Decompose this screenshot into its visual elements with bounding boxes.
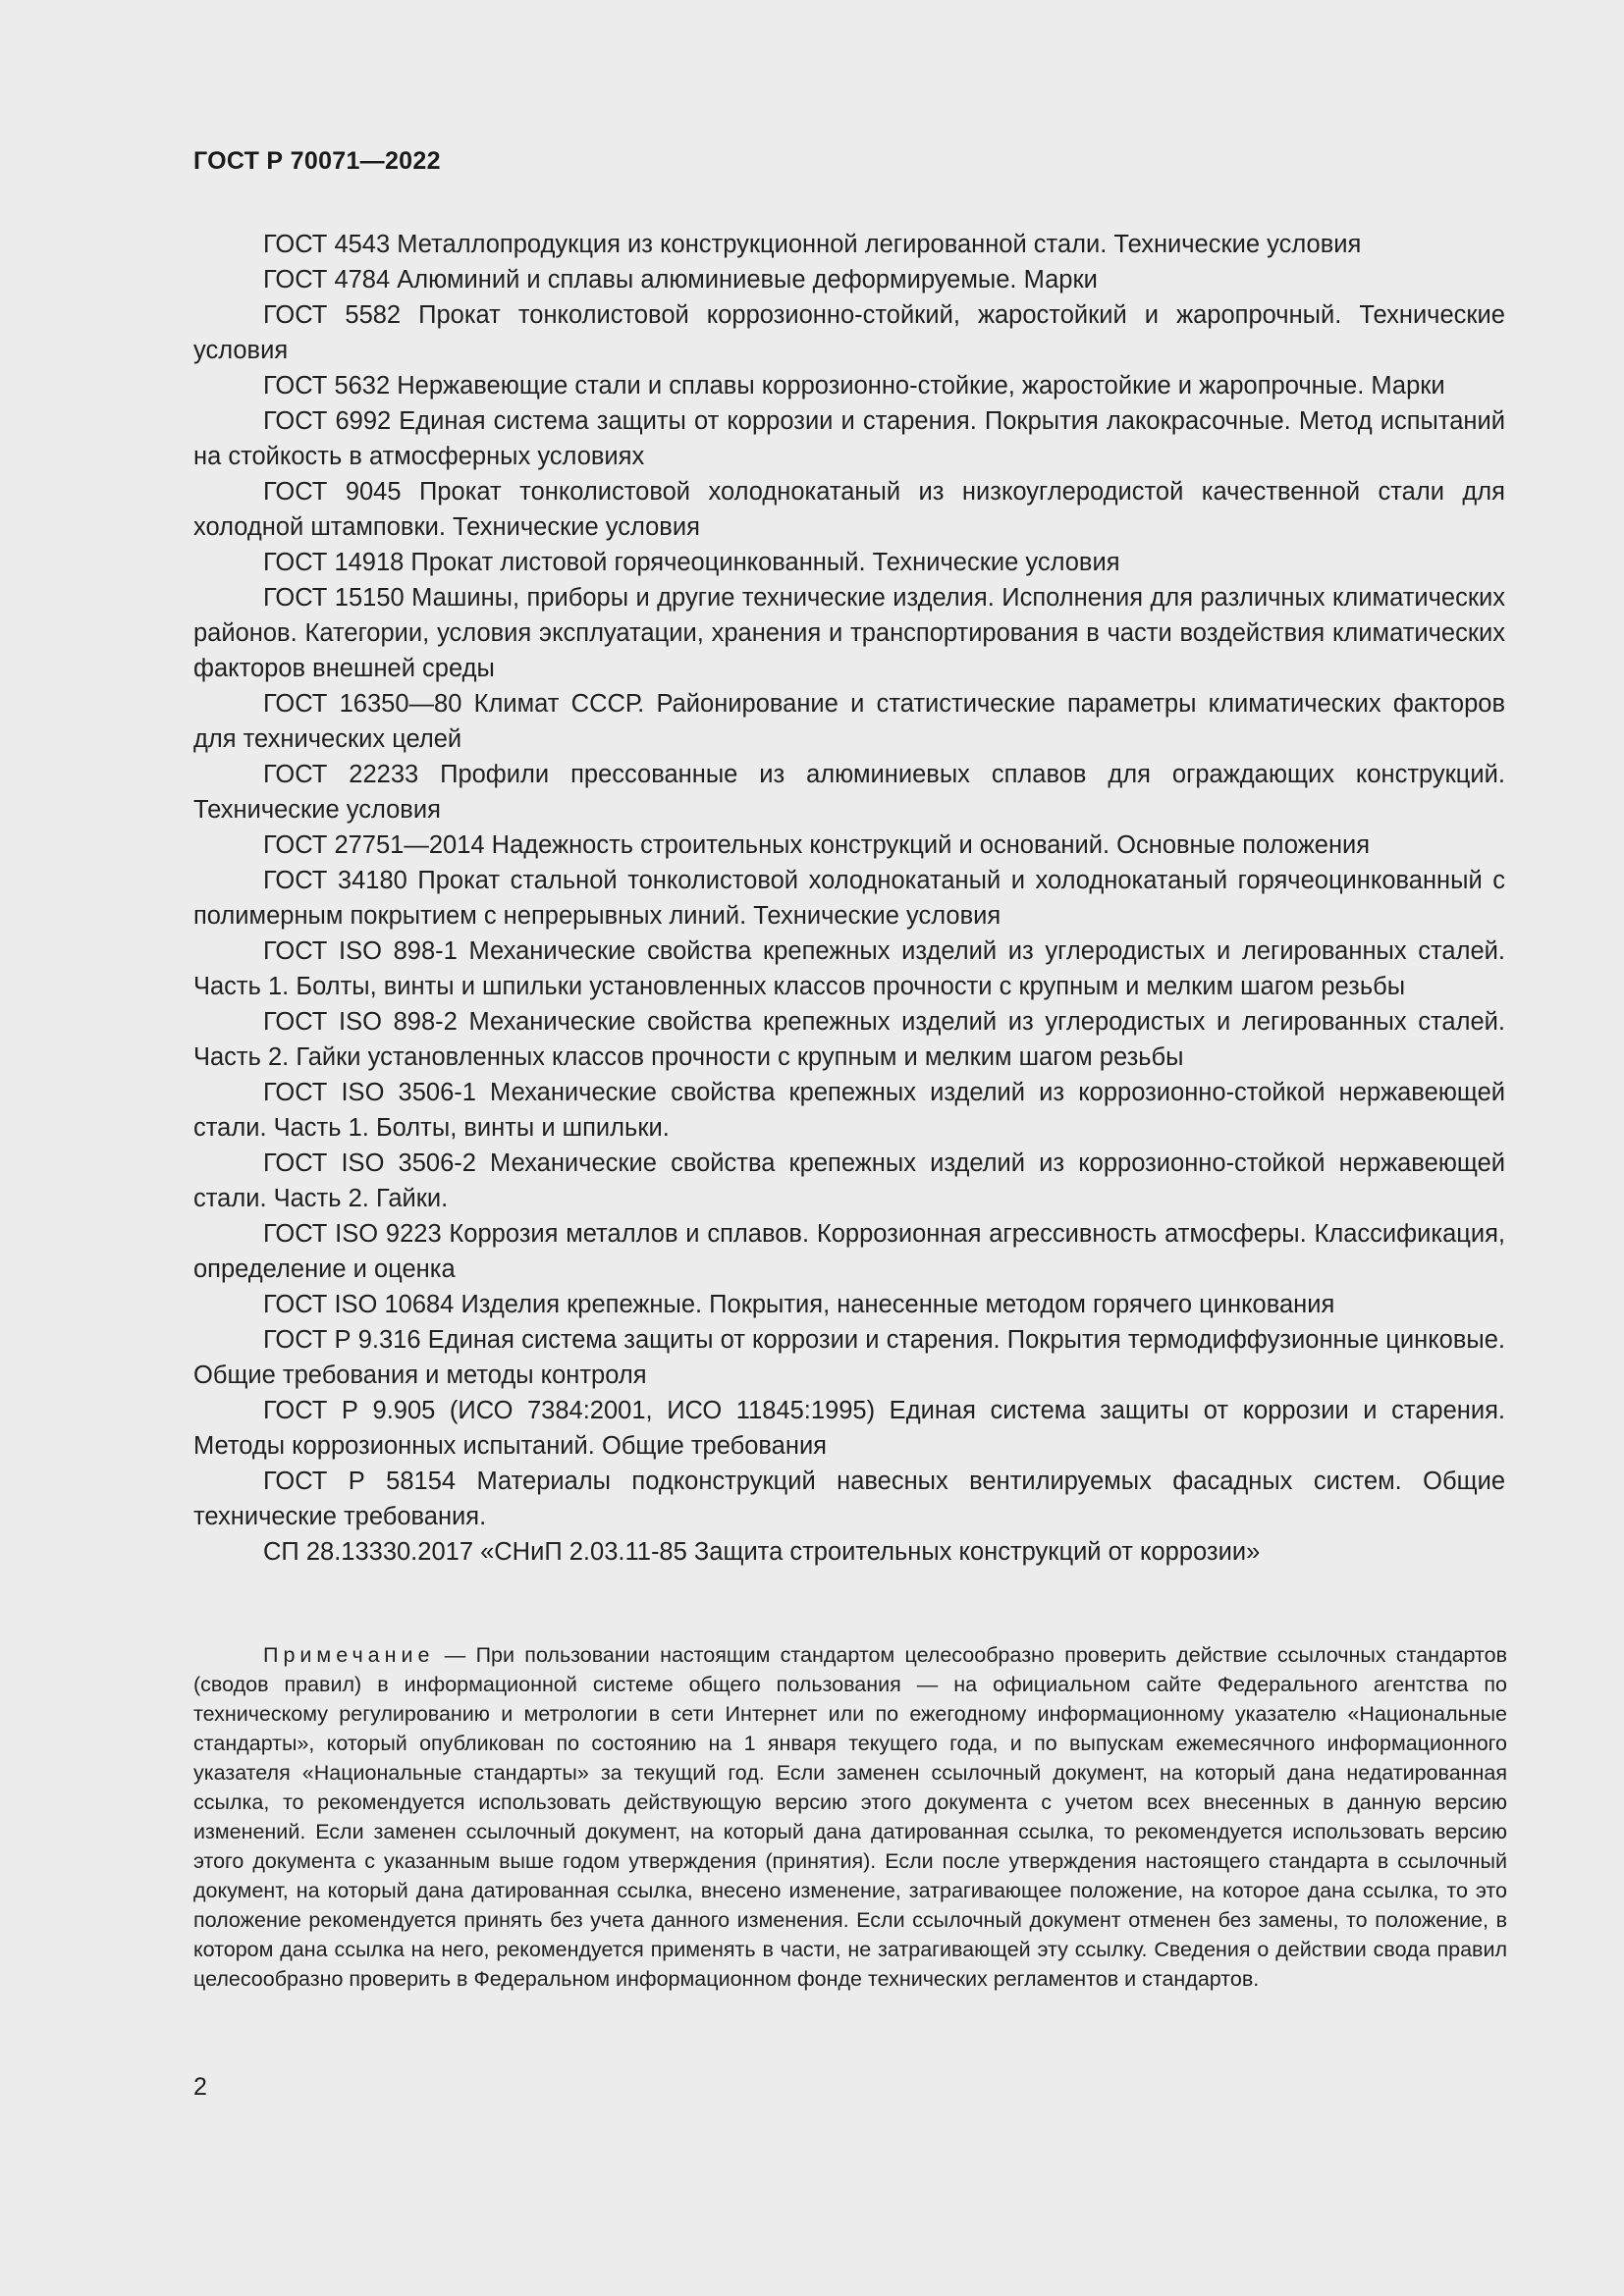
normative-references-list (193, 227, 1505, 1570)
reference-item: ГОСТ Р 9.905 (ИСО 7384:2001, ИСО 11845:1995) Единая система защиты от коррозии и старения. Методы коррозионных испытаний. Общие требования (193, 1397, 1505, 1460)
reference-item: ГОСТ 5582 Прокат тонколистовой коррозионно-стойкий, жаростойкий и жаропрочный. Технические условия (193, 301, 1505, 364)
page-number: 2 (193, 2073, 207, 2101)
reference-item: ГОСТ 22233 Профили прессованные из алюминиевых сплавов для ограждающих конструкций. Технические условия (193, 761, 1505, 824)
reference-item: СП 28.13330.2017 «СНиП 2.03.11-85 Защита строительных конструкций от коррозии» (263, 1538, 1261, 1566)
note-paragraph (193, 1640, 1507, 1994)
reference-item: ГОСТ 9045 Прокат тонколистовой холоднокатаный из низкоуглеродистой качественной стали для холодной штамповки. Технические условия (193, 478, 1505, 541)
reference-item: ГОСТ 5632 Нержавеющие стали и сплавы коррозионно-стойкие, жаростойкие и жаропрочные. Марки (263, 372, 1445, 400)
reference-item: ГОСТ 4543 Металлопродукция из конструкционной легированной стали. Технические условия (263, 231, 1362, 258)
reference-item: ГОСТ 15150 Машины, приборы и другие технические изделия. Исполнения для различных климатических районов. Категории, условия эксплуатации, хранения и транспортирования в части воздействия климатических факторов внешней среды (193, 584, 1505, 682)
note-text: — При пользовании настоящим стандартом целесообразно проверить действие ссылочных стандартов (сводов правил) в информационной системе общего пользования — на официальном сайте Федерального агентства по техническому регулированию и метрологии в сети Интернет или по ежегодному информационному указателю «Национальные стандарты», который опубликован по состоянию на 1 января текущего года, и по выпускам ежемесячного информационного указателя «Национальные стандарты» за текущий год. Если заменен ссылочный документ, на который дана недатированная ссылка, то рекомендуется использовать действующую версию этого документа с учетом всех внесенных в данную версию изменений. Если заменен ссылочный документ, на который дана датированная ссылка, то рекомендуется использовать версию этого документа с указанным выше годом утверждения (принятия). Если после утверждения настоящего стандарта в ссылочный документ, на который дана датированная ссылка, внесено изменение, затрагивающее положение, на которое дана ссылка, то это положение рекомендуется принять без учета данного изменения. Если ссылочный документ отменен без замены, то положение, в котором дана ссылка на него, рекомендуется применять в части, не затрагивающей эту ссылку. Сведения о действии свода правил целесообразно проверить в Федеральном информационном фонде технических регламентов и стандартов. (193, 1643, 1507, 1991)
document-header-id: ГОСТ Р 70071—2022 (193, 147, 441, 175)
reference-item: ГОСТ 16350—80 Климат СССР. Районирование и статистические параметры климатических факторов для технических целей (193, 690, 1505, 753)
reference-item: ГОСТ 34180 Прокат стальной тонколистовой холоднокатаный и холоднокатаный горячеоцинкованный с полимерным покрытием с непрерывных линий. Технические условия (193, 867, 1505, 930)
reference-item: ГОСТ Р 58154 Материалы подконструкций навесных вентилируемых фасадных систем. Общие технические требования. (193, 1468, 1505, 1530)
reference-item: ГОСТ 4784 Алюминий и сплавы алюминиевые деформируемые. Марки (263, 266, 1098, 294)
reference-item: ГОСТ ISO 898-1 Механические свойства крепежных изделий из углеродистых и легированных сталей. Часть 1. Болты, винты и шпильки установленных классов прочности с крупным и мелким шагом резьбы (193, 937, 1505, 1000)
reference-item: ГОСТ 27751—2014 Надежность строительных конструкций и оснований. Основные положения (263, 831, 1371, 859)
reference-item: ГОСТ ISO 9223 Коррозия металлов и сплавов. Коррозионная агрессивность атмосферы. Классификация, определение и оценка (193, 1220, 1505, 1283)
reference-item: ГОСТ 14918 Прокат листовой горячеоцинкованный. Технические условия (263, 549, 1120, 576)
note-label: Примечание (263, 1643, 435, 1667)
reference-item: ГОСТ Р 9.316 Единая система защиты от коррозии и старения. Покрытия термодиффузионные цинковые. Общие требования и методы контроля (193, 1326, 1505, 1389)
reference-item: ГОСТ ISO 3506-2 Механические свойства крепежных изделий из коррозионно-стойкой нержавеющей стали. Часть 2. Гайки. (193, 1149, 1505, 1212)
reference-item: ГОСТ 6992 Единая система защиты от коррозии и старения. Покрытия лакокрасочные. Метод испытаний на стойкость в атмосферных условиях (193, 407, 1505, 470)
reference-item: ГОСТ ISO 3506-1 Механические свойства крепежных изделий из коррозионно-стойкой нержавеющей стали. Часть 1. Болты, винты и шпильки. (193, 1079, 1505, 1142)
reference-item: ГОСТ ISO 10684 Изделия крепежные. Покрытия, нанесенные методом горячего цинкования (263, 1291, 1335, 1318)
reference-item: ГОСТ ISO 898-2 Механические свойства крепежных изделий из углеродистых и легированных сталей. Часть 2. Гайки установленных классов прочности с крупным и мелким шагом резьбы (193, 1008, 1505, 1071)
